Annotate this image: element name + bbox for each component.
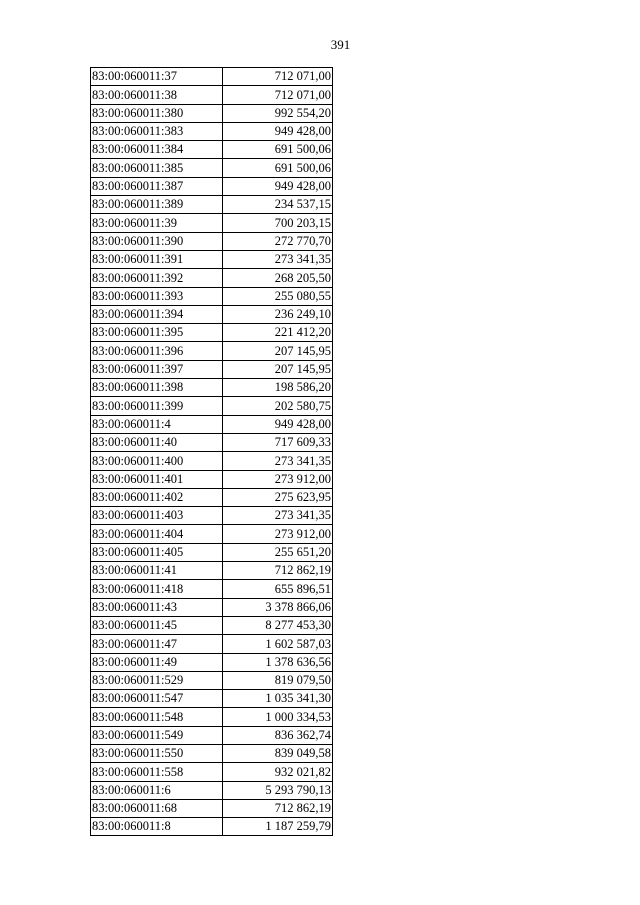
cadastral-number-cell: 83:00:060011:393 [91, 287, 223, 305]
table-row [91, 616, 333, 634]
cadastral-number-cell: 83:00:060011:49 [91, 653, 223, 671]
cadastral-value-cell: 700 203,15 [223, 214, 333, 232]
cadastral-value-cell: 255 651,20 [223, 543, 333, 561]
table-row [91, 415, 333, 433]
table-row [91, 433, 333, 451]
cadastral-value-cell: 221 412,20 [223, 324, 333, 342]
cadastral-number-cell: 83:00:060011:401 [91, 470, 223, 488]
cadastral-value-cell: 712 071,00 [223, 86, 333, 104]
cadastral-value-cell: 1 378 636,56 [223, 653, 333, 671]
table-row [91, 781, 333, 799]
cadastral-number-cell: 83:00:060011:389 [91, 196, 223, 214]
cadastral-value-cell: 273 341,35 [223, 507, 333, 525]
cadastral-number-cell: 83:00:060011:40 [91, 433, 223, 451]
cadastral-number-cell: 83:00:060011:384 [91, 141, 223, 159]
cadastral-number-cell: 83:00:060011:391 [91, 250, 223, 268]
cadastral-number-cell: 83:00:060011:547 [91, 690, 223, 708]
table-row [91, 598, 333, 616]
cadastral-number-cell: 83:00:060011:390 [91, 232, 223, 250]
cadastral-number-cell: 83:00:060011:39 [91, 214, 223, 232]
table-row [91, 562, 333, 580]
table-row [91, 799, 333, 817]
table-row [91, 86, 333, 104]
cadastral-number-cell: 83:00:060011:550 [91, 744, 223, 762]
cadastral-number-cell: 83:00:060011:529 [91, 671, 223, 689]
cadastral-number-cell: 83:00:060011:400 [91, 452, 223, 470]
table-row [91, 141, 333, 159]
cadastral-value-cell: 207 145,95 [223, 360, 333, 378]
table-row [91, 305, 333, 323]
cadastral-number-cell: 83:00:060011:47 [91, 635, 223, 653]
cadastral-value-cell: 3 378 866,06 [223, 598, 333, 616]
table-row [91, 177, 333, 195]
cadastral-value-cell: 839 049,58 [223, 744, 333, 762]
table-row [91, 507, 333, 525]
cadastral-value-cell: 273 912,00 [223, 470, 333, 488]
table-row [91, 525, 333, 543]
table-row [91, 653, 333, 671]
table-row [91, 360, 333, 378]
table-row [91, 744, 333, 762]
cadastral-value-cell: 1 035 341,30 [223, 690, 333, 708]
cadastral-number-cell: 83:00:060011:402 [91, 488, 223, 506]
table-row [91, 452, 333, 470]
cadastral-value-cell: 949 428,00 [223, 122, 333, 140]
table-row [91, 397, 333, 415]
cadastral-number-cell: 83:00:060011:6 [91, 781, 223, 799]
cadastral-value-table [90, 67, 333, 836]
cadastral-number-cell: 83:00:060011:4 [91, 415, 223, 433]
cadastral-number-cell: 83:00:060011:37 [91, 68, 223, 86]
cadastral-value-cell: 1 602 587,03 [223, 635, 333, 653]
table-row [91, 250, 333, 268]
page-number: 391 [330, 37, 351, 52]
cadastral-value-cell: 5 293 790,13 [223, 781, 333, 799]
cadastral-number-cell: 83:00:060011:404 [91, 525, 223, 543]
cadastral-value-cell: 202 580,75 [223, 397, 333, 415]
cadastral-number-cell: 83:00:060011:8 [91, 818, 223, 836]
cadastral-number-cell: 83:00:060011:397 [91, 360, 223, 378]
cadastral-number-cell: 83:00:060011:549 [91, 726, 223, 744]
cadastral-value-cell: 207 145,95 [223, 342, 333, 360]
cadastral-value-cell: 275 623,95 [223, 488, 333, 506]
table-row [91, 159, 333, 177]
cadastral-value-cell: 198 586,20 [223, 379, 333, 397]
cadastral-number-cell: 83:00:060011:387 [91, 177, 223, 195]
cadastral-value-cell: 234 537,15 [223, 196, 333, 214]
cadastral-value-cell: 272 770,70 [223, 232, 333, 250]
table-row [91, 68, 333, 86]
cadastral-number-cell: 83:00:060011:41 [91, 562, 223, 580]
cadastral-number-cell: 83:00:060011:394 [91, 305, 223, 323]
cadastral-value-cell: 273 341,35 [223, 452, 333, 470]
table-row [91, 488, 333, 506]
cadastral-value-cell: 1 187 259,79 [223, 818, 333, 836]
cadastral-value-cell: 273 341,35 [223, 250, 333, 268]
cadastral-number-cell: 83:00:060011:380 [91, 104, 223, 122]
cadastral-number-cell: 83:00:060011:418 [91, 580, 223, 598]
table-row [91, 379, 333, 397]
table-row [91, 269, 333, 287]
table-row [91, 196, 333, 214]
table-row [91, 635, 333, 653]
table-body [91, 68, 333, 836]
cadastral-number-cell: 83:00:060011:45 [91, 616, 223, 634]
table-row [91, 214, 333, 232]
cadastral-number-cell: 83:00:060011:396 [91, 342, 223, 360]
cadastral-value-cell: 255 080,55 [223, 287, 333, 305]
cadastral-value-cell: 712 862,19 [223, 799, 333, 817]
table-row [91, 690, 333, 708]
cadastral-value-cell: 8 277 453,30 [223, 616, 333, 634]
cadastral-value-cell: 712 071,00 [223, 68, 333, 86]
cadastral-value-cell: 932 021,82 [223, 763, 333, 781]
table-row [91, 818, 333, 836]
table-row [91, 104, 333, 122]
table-row [91, 763, 333, 781]
cadastral-number-cell: 83:00:060011:43 [91, 598, 223, 616]
cadastral-value-cell: 717 609,33 [223, 433, 333, 451]
cadastral-value-cell: 236 249,10 [223, 305, 333, 323]
cadastral-value-cell: 1 000 334,53 [223, 708, 333, 726]
table-row [91, 342, 333, 360]
cadastral-number-cell: 83:00:060011:385 [91, 159, 223, 177]
table-row [91, 671, 333, 689]
table-row [91, 324, 333, 342]
cadastral-value-cell: 712 862,19 [223, 562, 333, 580]
cadastral-value-cell: 949 428,00 [223, 177, 333, 195]
table-row [91, 580, 333, 598]
cadastral-value-cell: 268 205,50 [223, 269, 333, 287]
cadastral-value-cell: 992 554,20 [223, 104, 333, 122]
table-row [91, 543, 333, 561]
cadastral-value-cell: 691 500,06 [223, 159, 333, 177]
table-row [91, 470, 333, 488]
cadastral-number-cell: 83:00:060011:548 [91, 708, 223, 726]
cadastral-number-cell: 83:00:060011:392 [91, 269, 223, 287]
cadastral-number-cell: 83:00:060011:38 [91, 86, 223, 104]
table-row [91, 122, 333, 140]
table-row [91, 232, 333, 250]
cadastral-number-cell: 83:00:060011:558 [91, 763, 223, 781]
table-row [91, 726, 333, 744]
cadastral-number-cell: 83:00:060011:405 [91, 543, 223, 561]
cadastral-value-cell: 949 428,00 [223, 415, 333, 433]
cadastral-number-cell: 83:00:060011:395 [91, 324, 223, 342]
table-row [91, 287, 333, 305]
cadastral-number-cell: 83:00:060011:403 [91, 507, 223, 525]
table-row [91, 708, 333, 726]
cadastral-number-cell: 83:00:060011:68 [91, 799, 223, 817]
cadastral-number-cell: 83:00:060011:399 [91, 397, 223, 415]
cadastral-value-cell: 819 079,50 [223, 671, 333, 689]
cadastral-number-cell: 83:00:060011:383 [91, 122, 223, 140]
cadastral-value-cell: 836 362,74 [223, 726, 333, 744]
cadastral-value-cell: 691 500,06 [223, 141, 333, 159]
cadastral-value-cell: 655 896,51 [223, 580, 333, 598]
cadastral-value-cell: 273 912,00 [223, 525, 333, 543]
cadastral-number-cell: 83:00:060011:398 [91, 379, 223, 397]
